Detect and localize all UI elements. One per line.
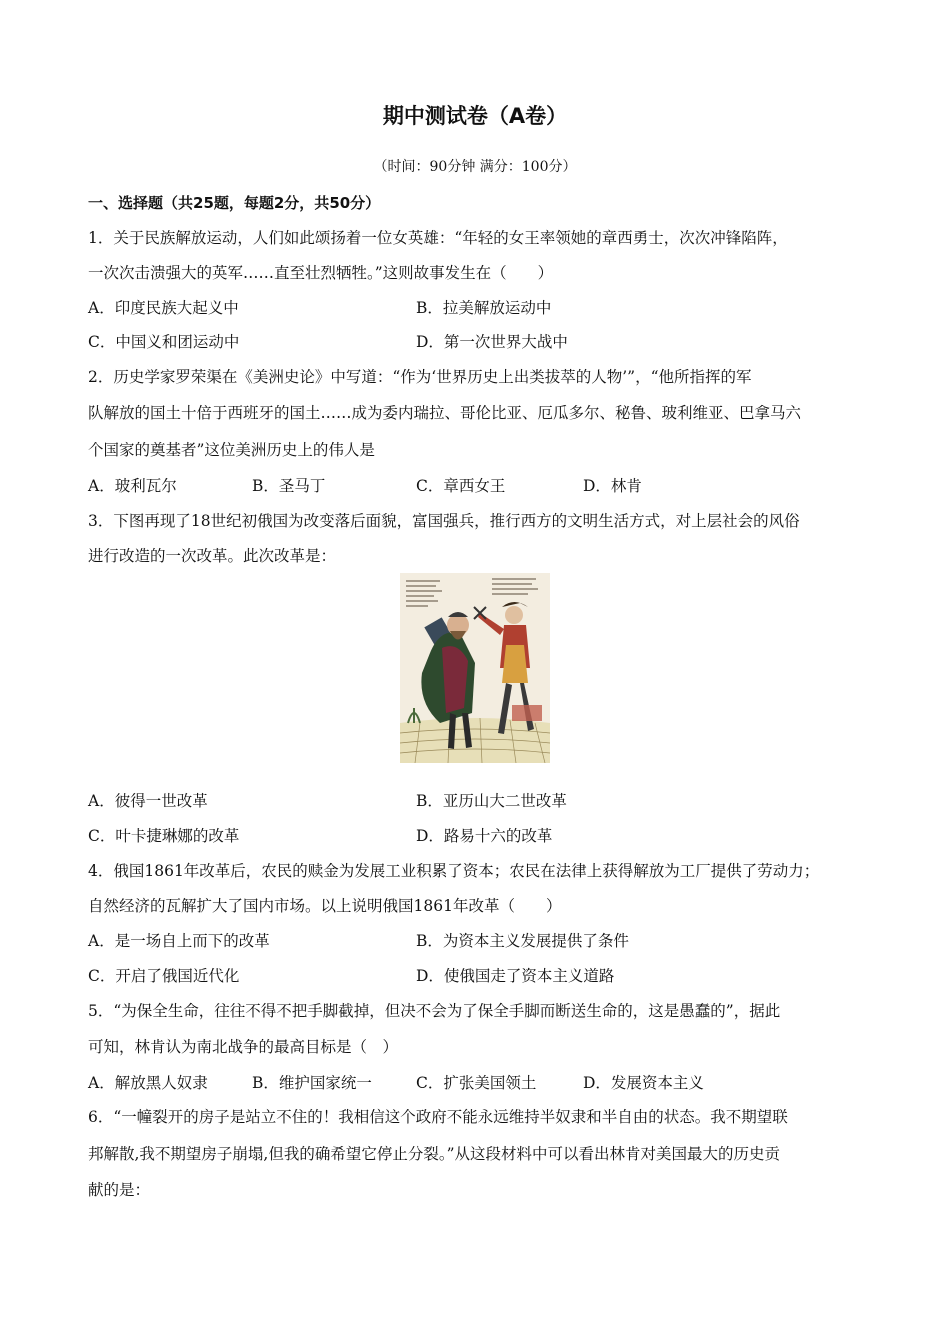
- peter-reform-illustration: [400, 573, 550, 763]
- question-3-option-a: A．彼得一世改革: [88, 792, 208, 810]
- question-4-option-a: A．是一场自上而下的改革: [88, 932, 270, 950]
- question-5-line-1: 5．“为保全生命，往往不得不把手脚截掉，但决不会为了保全手脚而断送生命的，这是愚蠢的”，据此: [88, 1002, 781, 1020]
- question-3-option-b: B．亚历山大二世改革: [416, 792, 567, 810]
- question-4-option-c: C．开启了俄国近代化: [88, 967, 240, 985]
- question-1-option-c: C．中国义和团运动中: [88, 333, 240, 351]
- question-5-line-2: 可知，林肯认为南北战争的最高目标是（ ）: [88, 1038, 399, 1056]
- question-3-line-1: 3．下图再现了18世纪初俄国为改变落后面貌，富国强兵，推行西方的文明生活方式，对上层社会的风俗: [88, 512, 800, 530]
- question-2-line-1: 2．历史学家罗荣渠在《美洲史论》中写道：“作为‘世界历史上出类拔萃的人物’”，“他所指挥的军: [88, 368, 752, 386]
- question-1-option-b: B．拉美解放运动中: [416, 299, 552, 317]
- question-5-option-a: A．解放黑人奴隶: [88, 1074, 208, 1092]
- exam-info: （时间：90分钟 满分：100分）: [373, 159, 577, 175]
- question-1-line-1: 1．关于民族解放运动，人们如此颂扬着一位女英雄：“年轻的女王率领她的章西勇士，次次冲锋陷阵，: [88, 229, 788, 247]
- question-2-option-c: C．章西女王: [416, 477, 506, 495]
- question-1-option-a: A．印度民族大起义中: [88, 299, 239, 317]
- question-4-line-1: 4．俄国1861年改革后，农民的赎金为发展工业积累了资本；农民在法律上获得解放为工厂提供了劳动力；: [88, 862, 820, 880]
- question-4-option-b: B．为资本主义发展提供了条件: [416, 932, 629, 950]
- question-2-option-b: B．圣马丁: [252, 477, 326, 495]
- question-5-option-d: D．发展资本主义: [583, 1074, 704, 1092]
- question-4-line-2: 自然经济的瓦解扩大了国内市场。以上说明俄国1861年改革（ ）: [88, 897, 562, 915]
- question-2-option-d: D．林肯: [583, 477, 642, 495]
- question-6-line-3: 献的是：: [88, 1181, 151, 1199]
- question-5-option-b: B．维护国家统一: [252, 1074, 372, 1092]
- question-5-option-c: C．扩张美国领土: [416, 1074, 537, 1092]
- page-title: 期中测试卷（A卷）: [382, 104, 568, 128]
- question-2-option-a: A．玻利瓦尔: [88, 477, 177, 495]
- question-6-line-2: 邦解散,我不期望房子崩塌,但我的确希望它停止分裂。”从这段材料中可以看出林肯对美国最大的历史贡: [88, 1145, 781, 1163]
- question-3-option-d: D．路易十六的改革: [416, 827, 553, 845]
- question-2-line-2: 队解放的国土十倍于西班牙的国土……成为委内瑞拉、哥伦比亚、厄瓜多尔、秘鲁、玻利维亚、巴拿马六: [88, 404, 802, 422]
- question-4-option-d: D．使俄国走了资本主义道路: [416, 967, 615, 985]
- section-heading: 一、选择题（共25题，每题2分，共50分）: [88, 194, 381, 212]
- question-1-line-2: 一次次击溃强大的英军……直至壮烈牺牲。”这则故事发生在（ ）: [88, 264, 554, 282]
- question-3-option-c: C．叶卡捷琳娜的改革: [88, 827, 240, 845]
- question-3-line-2: 进行改造的一次改革。此次改革是：: [88, 547, 337, 565]
- question-1-option-d: D．第一次世界大战中: [416, 333, 568, 351]
- question-2-line-3: 个国家的奠基者”这位美洲历史上的伟人是: [88, 441, 375, 459]
- question-6-line-1: 6．“一幢裂开的房子是站立不住的！我相信这个政府不能永远维持半奴隶和半自由的状态。我不期望联: [88, 1108, 788, 1126]
